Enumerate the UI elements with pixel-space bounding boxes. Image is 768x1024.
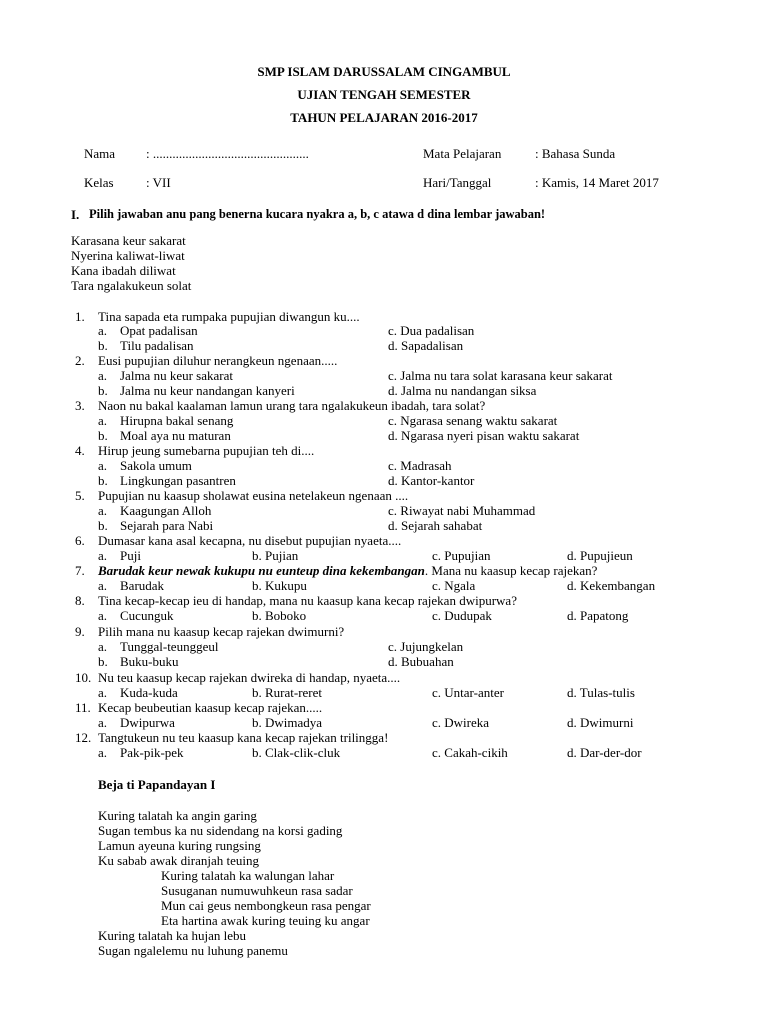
option-letter: a. <box>98 458 108 473</box>
option-a: Jalma nu keur sakarat <box>120 368 233 383</box>
question-text: Hirup jeung sumebarna pupujian teh di.... <box>98 443 315 458</box>
option-c: c. Dwireka <box>432 715 490 730</box>
options-row <box>0 715 768 730</box>
options-row <box>0 368 768 383</box>
options-row <box>0 548 768 563</box>
option-a: Dwipurwa <box>120 715 175 730</box>
question-6 <box>0 533 768 548</box>
option-letter: b. <box>98 428 108 443</box>
options-row <box>0 323 768 338</box>
options-row <box>0 639 768 654</box>
question-bold-sentence: Barudak keur newak kukupu nu eunteup dina kekembangan <box>98 563 425 578</box>
option-b: b. Clak-clik-cluk <box>252 745 341 760</box>
question-number: 2. <box>75 353 85 368</box>
nama-field: : ................................................ <box>146 146 309 161</box>
poem-title: Beja ti Papandayan I <box>98 777 216 792</box>
option-c: c. Pupujian <box>432 548 491 563</box>
option-a: Pak-pik-pek <box>120 745 184 760</box>
option-d: d. Bubuahan <box>388 654 454 669</box>
option-letter: a. <box>98 715 108 730</box>
poem-line-indented: Eta hartina awak kuring teuing ku angar <box>161 913 370 928</box>
options-row <box>0 473 768 488</box>
option-b: b. Dwimadya <box>252 715 323 730</box>
option-a: Kaagungan Alloh <box>120 503 212 518</box>
question-number: 4. <box>75 443 85 458</box>
option-a: Cucunguk <box>120 608 174 623</box>
option-b: b. Rurat-reret <box>252 685 323 700</box>
option-b: Jalma nu keur nandangan kanyeri <box>120 383 295 398</box>
option-c: c. Jalma nu tara solat karasana keur sakarat <box>388 368 613 383</box>
option-b: b. Boboko <box>252 608 307 623</box>
poem-line: Kuring talatah ka angin garing <box>98 808 257 823</box>
poem-line: Nyerina kaliwat-liwat <box>71 248 185 263</box>
question-11 <box>0 700 768 715</box>
question-text: Tangtukeun nu teu kaasup kana kecap rajekan trilingga! <box>98 730 389 745</box>
question-text: Pupujian nu kaasup sholawat eusina netelakeun ngenaan .... <box>98 488 409 503</box>
question-1 <box>0 309 768 324</box>
option-b: Moal aya nu maturan <box>120 428 231 443</box>
options-row <box>0 578 768 593</box>
mapel-label: Mata Pelajaran <box>423 146 502 161</box>
option-letter: a. <box>98 413 108 428</box>
option-letter: a. <box>98 639 108 654</box>
option-a: Opat padalisan <box>120 323 198 338</box>
option-letter: a. <box>98 503 108 518</box>
question-12 <box>0 730 768 745</box>
school-name: SMP ISLAM DARUSSALAM CINGAMBUL <box>257 64 511 79</box>
question-text-rest: . Mana nu kaasup kecap rajekan? <box>424 563 598 578</box>
option-a: Barudak <box>120 578 165 593</box>
tanggal-label: Hari/Tanggal <box>423 175 492 190</box>
poem-line: Tara ngalakukeun solat <box>71 278 192 293</box>
option-letter: a. <box>98 578 108 593</box>
option-letter: a. <box>98 368 108 383</box>
option-b: b. Kukupu <box>252 578 307 593</box>
option-c: c. Ngarasa senang waktu sakarat <box>388 413 558 428</box>
option-b: Buku-buku <box>120 654 179 669</box>
kelas-label: Kelas <box>84 175 114 190</box>
question-number: 6. <box>75 533 85 548</box>
question-number: 1. <box>75 309 85 324</box>
option-c: c. Ngala <box>432 578 476 593</box>
school-year: TAHUN PELAJARAN 2016-2017 <box>290 110 478 125</box>
poem-line: Sugan tembus ka nu sidendang na korsi gading <box>98 823 343 838</box>
option-a: Puji <box>120 548 141 563</box>
question-number: 3. <box>75 398 85 413</box>
question-text: Naon nu bakal kaalaman lamun urang tara ngalakukeun ibadah, tara solat? <box>98 398 486 413</box>
poem-line: Kana ibadah diliwat <box>71 263 176 278</box>
question-text <box>98 563 597 578</box>
option-c: c. Jujungkelan <box>388 639 464 654</box>
options-row <box>0 654 768 669</box>
question-10 <box>0 670 768 685</box>
option-c: c. Dudupak <box>432 608 492 623</box>
option-d: d. Sejarah sahabat <box>388 518 483 533</box>
section-number: I. <box>71 207 80 222</box>
tanggal-value: : Kamis, 14 Maret 2017 <box>535 175 659 190</box>
options-row <box>0 518 768 533</box>
options-row <box>0 383 768 398</box>
option-d: d. Sapadalisan <box>388 338 464 353</box>
poem-line: Karasana keur sakarat <box>71 233 186 248</box>
option-c: c. Cakah-cikih <box>432 745 508 760</box>
option-letter: a. <box>98 548 108 563</box>
poem-line-indented: Mun cai geus nembongkeun rasa pengar <box>161 898 371 913</box>
question-8 <box>0 593 768 608</box>
question-number: 8. <box>75 593 85 608</box>
option-c: c. Madrasah <box>388 458 452 473</box>
option-d: d. Pupujieun <box>567 548 633 563</box>
question-number: 12. <box>75 730 92 745</box>
option-d: d. Ngarasa nyeri pisan waktu sakarat <box>388 428 580 443</box>
option-a: Tunggal-teunggeul <box>120 639 219 654</box>
option-b: Sejarah para Nabi <box>120 518 214 533</box>
question-number: 10. <box>75 670 92 685</box>
question-2 <box>0 353 768 368</box>
option-d: d. Tulas-tulis <box>567 685 635 700</box>
question-7 <box>0 563 768 578</box>
poem-line: Kuring talatah ka hujan lebu <box>98 928 247 943</box>
option-b: Lingkungan pasantren <box>120 473 236 488</box>
options-row <box>0 745 768 760</box>
option-letter: b. <box>98 654 108 669</box>
option-letter: b. <box>98 338 108 353</box>
mapel-value: : Bahasa Sunda <box>535 146 616 161</box>
question-4 <box>0 443 768 458</box>
option-letter: a. <box>98 745 108 760</box>
option-d: d. Jalma nu nandangan siksa <box>388 383 537 398</box>
option-b: Tilu padalisan <box>120 338 194 353</box>
question-text: Nu teu kaasup kecap rajekan dwireka di handap, nyaeta.... <box>98 670 401 685</box>
option-c: c. Dua padalisan <box>388 323 475 338</box>
option-d: d. Kekembangan <box>567 578 656 593</box>
options-row <box>0 428 768 443</box>
option-d: d. Papatong <box>567 608 629 623</box>
question-number: 11. <box>75 700 91 715</box>
question-text: Kecap beubeutian kaasup kecap rajekan..... <box>98 700 323 715</box>
options-row <box>0 608 768 623</box>
question-text: Tina sapada eta rumpaka pupujian diwangun ku.... <box>98 309 360 324</box>
option-b: b. Pujian <box>252 548 299 563</box>
option-a: Sakola umum <box>120 458 192 473</box>
options-row <box>0 685 768 700</box>
options-row <box>0 338 768 353</box>
section-instruction: Pilih jawaban anu pang benerna kucara nyakra a, b, c atawa d dina lembar jawaban! <box>89 207 546 221</box>
nama-label: Nama <box>84 146 116 161</box>
poem-line-indented: Susuganan numuwuhkeun rasa sadar <box>161 883 353 898</box>
question-3 <box>0 398 768 413</box>
option-c: c. Untar-anter <box>432 685 504 700</box>
question-text: Tina kecap-kecap ieu di handap, mana nu kaasup kana kecap rajekan dwipurwa? <box>98 593 517 608</box>
poem-line: Sugan ngalelemu nu luhung panemu <box>98 943 288 958</box>
kelas-value: : VII <box>146 175 171 190</box>
option-letter: a. <box>98 685 108 700</box>
option-a: Kuda-kuda <box>120 685 178 700</box>
option-c: c. Riwayat nabi Muhammad <box>388 503 536 518</box>
option-d: d. Dwimurni <box>567 715 634 730</box>
question-text: Dumasar kana asal kecapna, nu disebut pupujian nyaeta.... <box>98 533 402 548</box>
option-d: d. Kantor-kantor <box>388 473 475 488</box>
option-letter: b. <box>98 473 108 488</box>
poem-line: Lamun ayeuna kuring rungsing <box>98 838 261 853</box>
options-row <box>0 413 768 428</box>
exam-title: UJIAN TENGAH SEMESTER <box>297 87 471 102</box>
question-9 <box>0 624 768 639</box>
question-number: 7. <box>75 563 85 578</box>
question-number: 5. <box>75 488 85 503</box>
option-letter: a. <box>98 608 108 623</box>
poem-line-indented: Kuring talatah ka walungan lahar <box>161 868 335 883</box>
option-letter: a. <box>98 323 108 338</box>
poem-line: Ku sabab awak diranjah teuing <box>98 853 260 868</box>
question-text: Eusi pupujian diluhur nerangkeun ngenaan..... <box>98 353 338 368</box>
question-5 <box>0 488 768 503</box>
options-row <box>0 503 768 518</box>
question-number: 9. <box>75 624 85 639</box>
option-d: d. Dar-der-dor <box>567 745 642 760</box>
question-text: Pilih mana nu kaasup kecap rajekan dwimurni? <box>98 624 345 639</box>
option-letter: b. <box>98 518 108 533</box>
options-row <box>0 458 768 473</box>
option-a: Hirupna bakal senang <box>120 413 234 428</box>
option-letter: b. <box>98 383 108 398</box>
